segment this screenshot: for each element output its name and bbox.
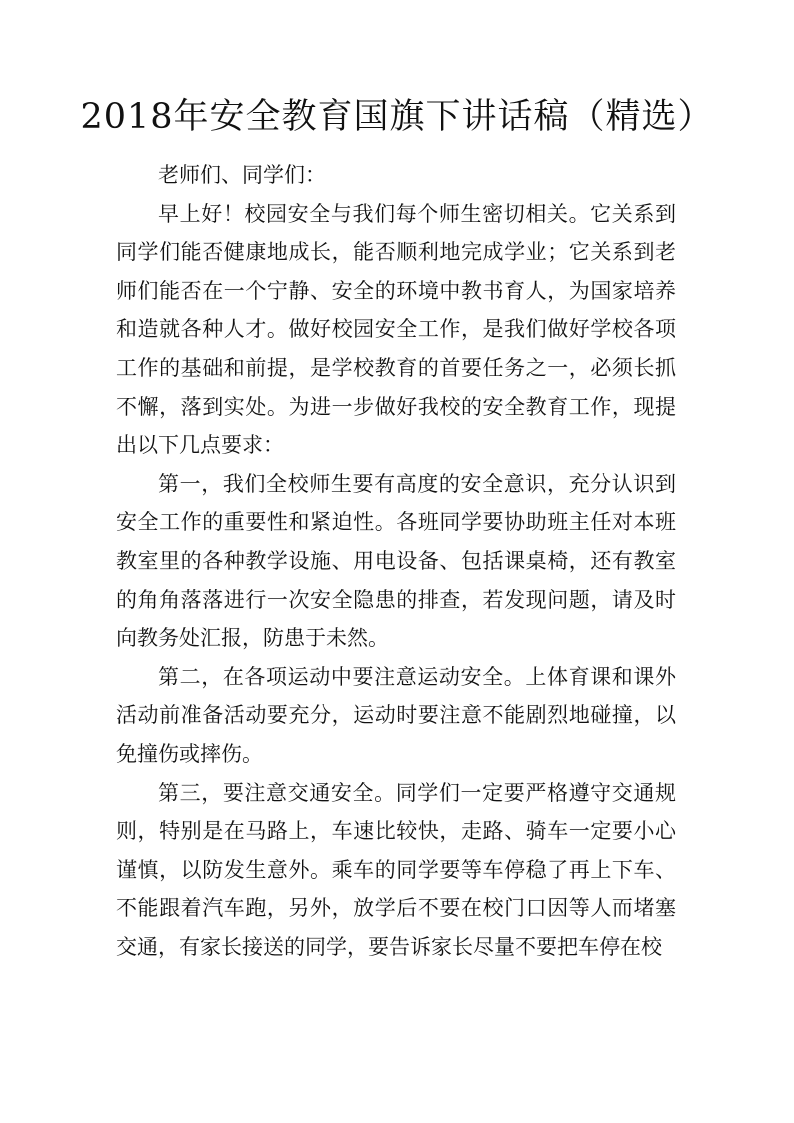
document-title: 2018年安全教育国旗下讲话稿（精选） xyxy=(80,97,714,137)
point-three-paragraph: 第三，要注意交通安全。同学们一定要严格遵守交通规则，特别是在马路上，车速比较快，走路、骑车一定要小心谨慎，以防发生意外。乘车的同学要等车停稳了再上下车、不能跟着汽车跑，另外，放学后不要在校门口因等人而堵塞交通，有家长接送的同学，要告诉家长尽量不要把车停在校 xyxy=(116,780,676,959)
document-body xyxy=(116,156,676,966)
intro-paragraph: 早上好！校园安全与我们每个师生密切相关。它关系到同学们能否健康地成长，能否顺利地完成学业；它关系到老师们能否在一个宁静、安全的环境中教书育人，为国家培养和造就各种人才。做好校园安全工作，是我们做好学校各项工作的基础和前提，是学校教育的首要任务之一，必须长抓不懈，落到实处。为进一步做好我校的安全教育工作，现提出以下几点要求： xyxy=(116,201,676,458)
point-two-paragraph: 第二，在各项运动中要注意运动安全。上体育课和课外活动前准备活动要充分，运动时要注意不能剧烈地碰撞，以免撞伤或摔伤。 xyxy=(116,664,676,766)
salutation-paragraph: 老师们、同学们： xyxy=(158,163,326,187)
point-one-paragraph: 第一，我们全校师生要有高度的安全意识，充分认识到安全工作的重要性和紧迫性。各班同学要协助班主任对本班教室里的各种教学设施、用电设备、包括课桌椅，还有教室的角角落落进行一次安全隐患的排查，若发现问题，请及时向教务处汇报，防患于未然。 xyxy=(116,471,676,651)
